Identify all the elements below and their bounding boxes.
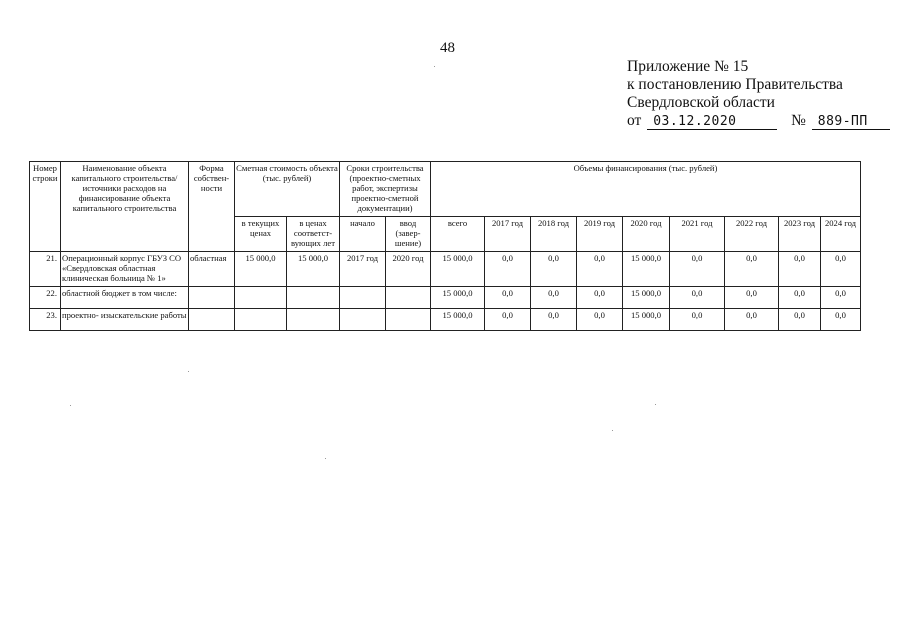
- date-prefix: от: [627, 112, 642, 129]
- completion-year: [386, 309, 431, 331]
- year-value: 0,0: [670, 252, 725, 287]
- header-completion: ввод (завер-шение): [386, 217, 431, 252]
- table-row: [30, 287, 861, 309]
- header-year: 2021 год: [670, 217, 725, 252]
- cost-current: [235, 287, 287, 309]
- year-value: 0,0: [485, 287, 531, 309]
- header-row-number: Номер строки: [30, 162, 61, 252]
- year-value: 0,0: [670, 287, 725, 309]
- year-value: 0,0: [725, 252, 779, 287]
- year-value: 15 000,0: [623, 287, 670, 309]
- year-value: 0,0: [779, 252, 821, 287]
- year-value: 0,0: [779, 287, 821, 309]
- object-name: Операционный корпус ГБУЗ СО «Свердловская областная клиническая больница № 1»: [61, 252, 189, 287]
- header-construction-period: Сроки строительства (проектно-сметных работ, экспертизы проектно-сметной документации): [340, 162, 431, 217]
- cost-corresponding: [287, 287, 340, 309]
- row-number: 22.: [30, 287, 61, 309]
- appendix-date-line: [627, 112, 890, 130]
- total-value: 15 000,0: [431, 287, 485, 309]
- year-value: 0,0: [725, 309, 779, 331]
- cost-current: 15 000,0: [235, 252, 287, 287]
- appendix-header: [627, 58, 890, 130]
- header-year: 2023 год: [779, 217, 821, 252]
- object-name: проектно- изыскательские работы: [61, 309, 189, 331]
- start-year: 2017 год: [340, 252, 386, 287]
- year-value: 0,0: [821, 287, 861, 309]
- header-ownership-form: Форма собствен-ности: [189, 162, 235, 252]
- ownership-form: [189, 309, 235, 331]
- object-name: областной бюджет в том числе:: [61, 287, 189, 309]
- header-year: 2020 год: [623, 217, 670, 252]
- header-year: 2022 год: [725, 217, 779, 252]
- year-value: 0,0: [577, 287, 623, 309]
- completion-year: [386, 287, 431, 309]
- header-current-prices: в текущих ценах: [235, 217, 287, 252]
- row-number: 21.: [30, 252, 61, 287]
- cost-corresponding: [287, 309, 340, 331]
- scan-speck: [325, 458, 326, 459]
- header-total: всего: [431, 217, 485, 252]
- decree-number: 889-ПП: [812, 115, 890, 130]
- year-value: 15 000,0: [623, 309, 670, 331]
- header-estimated-cost: Сметная стоимость объекта (тыс. рублей): [235, 162, 340, 217]
- year-value: 0,0: [485, 309, 531, 331]
- year-value: 0,0: [821, 309, 861, 331]
- year-value: 0,0: [670, 309, 725, 331]
- scan-speck: [655, 404, 656, 405]
- appendix-title: Приложение № 15: [627, 58, 749, 75]
- total-value: 15 000,0: [431, 252, 485, 287]
- ownership-form: областная: [189, 252, 235, 287]
- scan-speck: [612, 430, 613, 431]
- year-value: 0,0: [779, 309, 821, 331]
- appendix-region-line: Свердловской области: [627, 94, 775, 111]
- start-year: [340, 287, 386, 309]
- page-number: 48: [440, 40, 455, 56]
- year-value: 0,0: [531, 252, 577, 287]
- completion-year: 2020 год: [386, 252, 431, 287]
- table-row: [30, 309, 861, 331]
- total-value: 15 000,0: [431, 309, 485, 331]
- header-year: 2017 год: [485, 217, 531, 252]
- header-year: 2018 год: [531, 217, 577, 252]
- header-corresponding-prices: в ценах соответст-вующих лет: [287, 217, 340, 252]
- cost-current: [235, 309, 287, 331]
- header-year: 2024 год: [821, 217, 861, 252]
- year-value: 0,0: [531, 287, 577, 309]
- financing-table: [29, 161, 861, 331]
- header-start: начало: [340, 217, 386, 252]
- table-row: [30, 252, 861, 287]
- year-value: 0,0: [725, 287, 779, 309]
- year-value: 0,0: [577, 252, 623, 287]
- cost-corresponding: 15 000,0: [287, 252, 340, 287]
- ownership-form: [189, 287, 235, 309]
- year-value: 0,0: [531, 309, 577, 331]
- scan-speck: [434, 66, 435, 67]
- decree-date: 03.12.2020: [647, 115, 777, 130]
- header-year: 2019 год: [577, 217, 623, 252]
- scan-speck: [188, 371, 189, 372]
- number-prefix: №: [791, 112, 806, 129]
- year-value: 0,0: [821, 252, 861, 287]
- appendix-decree-line: к постановлению Правительства: [627, 76, 843, 93]
- start-year: [340, 309, 386, 331]
- table-header-row: [30, 162, 861, 217]
- year-value: 0,0: [577, 309, 623, 331]
- scan-speck: [70, 405, 71, 406]
- year-value: 0,0: [485, 252, 531, 287]
- row-number: 23.: [30, 309, 61, 331]
- year-value: 15 000,0: [623, 252, 670, 287]
- header-financing-volume: Объемы финансирования (тыс. рублей): [431, 162, 861, 217]
- header-object-name: Наименование объекта капитального строительства/ источники расходов на финансирование объекта капитального строительства: [61, 162, 189, 252]
